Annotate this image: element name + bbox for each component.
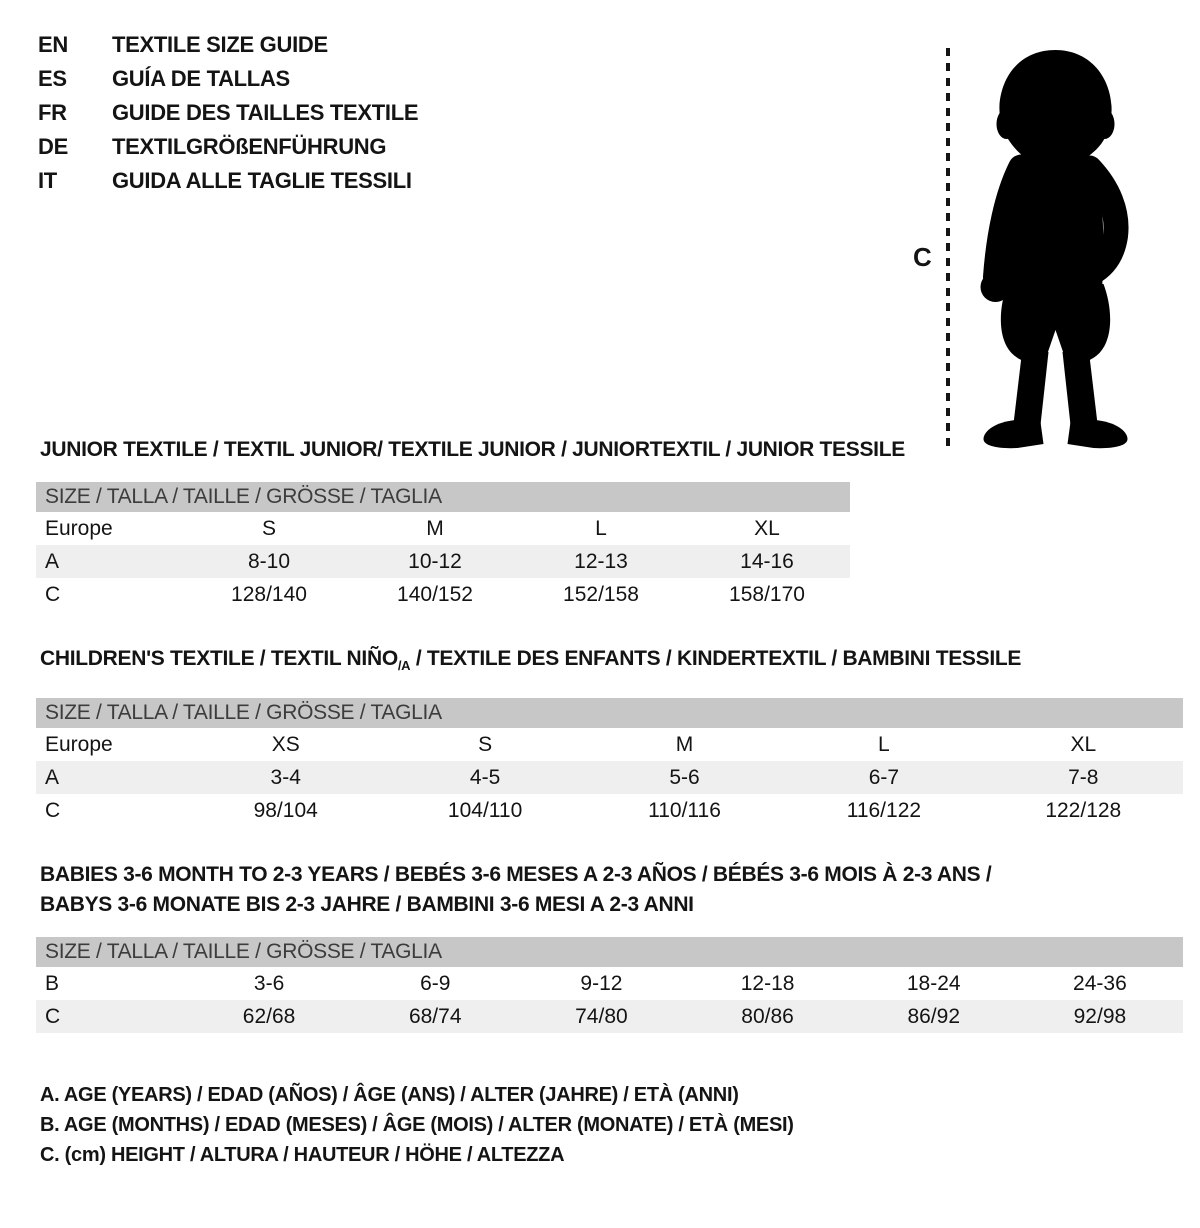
table-row-age-months [36,967,1183,1000]
value-cell: 12-13 [574,550,628,573]
language-code: IT [38,168,57,193]
size-column-header: S [478,733,493,757]
size-header-bar: SIZE / TALLA / TAILLE / GRÖSSE / TAGLIA [36,482,850,512]
table-row-height [36,794,1183,827]
value-cell: 8-10 [247,550,291,573]
value-cell: 6-9 [420,972,451,996]
value-cell: 4-5 [469,766,501,790]
legend-line-a: A. AGE (YEARS) / EDAD (AÑOS) / ÂGE (ANS) / ALTER (JAHRE) / ETÀ (ANNI) [40,1084,739,1107]
size-header-bar: SIZE / TALLA / TAILLE / GRÖSSE / TAGLIA [36,698,1183,728]
value-cell: 158/170 [729,583,805,606]
table-row-age [36,761,1183,794]
value-cell: 104/110 [447,799,523,823]
value-cell: 152/158 [563,583,639,606]
value-cell: 9-12 [580,972,623,996]
language-title: TEXTILE SIZE GUIDE [112,32,328,57]
row-label: B [45,972,60,996]
value-cell: 14-16 [740,550,794,573]
value-cell: 62/68 [242,1005,296,1029]
value-cell: 3-6 [253,972,285,996]
value-cell: 122/128 [1045,799,1122,823]
value-cell: 80/86 [741,1005,794,1029]
language-title: TEXTILGRÖßENFÜHRUNG [112,134,387,159]
junior-size-table [36,482,850,611]
value-cell: 116/122 [846,799,922,823]
height-measure-label: C [913,242,932,272]
value-cell: 92/98 [1073,1005,1127,1029]
size-column-header: S [261,517,276,540]
region-header-cell: Europe [45,517,113,540]
height-measure-line [946,48,950,446]
value-cell: 7-8 [1068,766,1099,790]
size-column-header: M [675,733,694,757]
size-column-header: L [878,733,890,757]
legend-line-b: B. AGE (MONTHS) / EDAD (MESES) / ÂGE (MOIS) / ALTER (MONATE) / ETÀ (MESI) [40,1114,794,1137]
table-row-age [36,545,850,578]
measurement-legend [40,1080,1200,1170]
babies-title-line1: BABIES 3-6 MONTH TO 2-3 YEARS / BEBÉS 3-6 MESES A 2-3 AÑOS / BÉBÉS 3-6 MOIS À 2-3 ANS / [40,863,992,887]
value-cell: 6-7 [868,766,900,790]
toddler-silhouette-image [963,44,1148,449]
value-cell: 5-6 [669,766,700,790]
column-header-row [36,728,1183,761]
row-label: C [45,583,61,606]
value-cell: 86/92 [907,1005,961,1029]
language-title: GUIDE DES TAILLES TEXTILE [112,100,419,125]
children-section-title [40,647,1200,678]
babies-title-line2: BABYS 3-6 MONATE BIS 2-3 JAHRE / BAMBINI 3-6 MESI A 2-3 ANNI [40,893,694,917]
legend-line-c: C. (cm) HEIGHT / ALTURA / HAUTEUR / HÖHE / ALTEZZA [40,1144,565,1167]
size-column-header: XL [1070,733,1097,757]
language-title: GUÍA DE TALLAS [112,66,290,91]
value-cell: 74/80 [575,1005,628,1029]
textile-size-guide-page [0,28,1200,1228]
row-label: C [45,799,61,823]
size-column-header: XS [271,733,300,757]
babies-size-table [36,937,1183,1033]
language-title: GUIDA ALLE TAGLIE TESSILI [112,168,412,193]
value-cell: 128/140 [231,583,307,606]
language-code: ES [38,66,67,91]
children-title-subscript: /A [397,658,411,674]
row-label: C [45,1005,61,1029]
size-column-header: L [595,517,607,540]
toddler-figure [903,40,1158,452]
language-code: EN [38,32,68,57]
children-title-text: / TEXTILE DES ENFANTS / KINDERTEXTIL / BAMBINI TESSILE [410,647,1022,670]
size-column-header: XL [754,517,780,540]
junior-section-title: JUNIOR TEXTILE / TEXTIL JUNIOR/ TEXTILE JUNIOR / JUNIORTEXTIL / JUNIOR TESSILE [40,438,905,461]
value-cell: 110/116 [648,799,721,823]
column-header-row [36,512,850,545]
region-header-cell: Europe [45,733,113,757]
value-cell: 10-12 [408,550,462,573]
row-label: A [45,550,60,573]
value-cell: 68/74 [408,1005,462,1029]
value-cell: 18-24 [906,972,961,996]
table-row-height [36,1000,1183,1033]
children-size-table [36,698,1183,827]
value-cell: 3-4 [270,766,301,790]
language-code: FR [38,100,67,125]
value-cell: 12-18 [740,972,795,996]
size-column-header: M [426,517,444,540]
value-cell: 98/104 [253,799,318,823]
size-header-bar: SIZE / TALLA / TAILLE / GRÖSSE / TAGLIA [36,937,1183,967]
children-title-text: CHILDREN'S TEXTILE / TEXTIL NIÑO [40,647,398,670]
table-row-height [36,578,850,611]
babies-section-title [40,860,1200,920]
language-code: DE [38,134,68,159]
value-cell: 24-36 [1073,972,1127,996]
value-cell: 140/152 [397,583,473,606]
row-label: A [45,766,60,790]
